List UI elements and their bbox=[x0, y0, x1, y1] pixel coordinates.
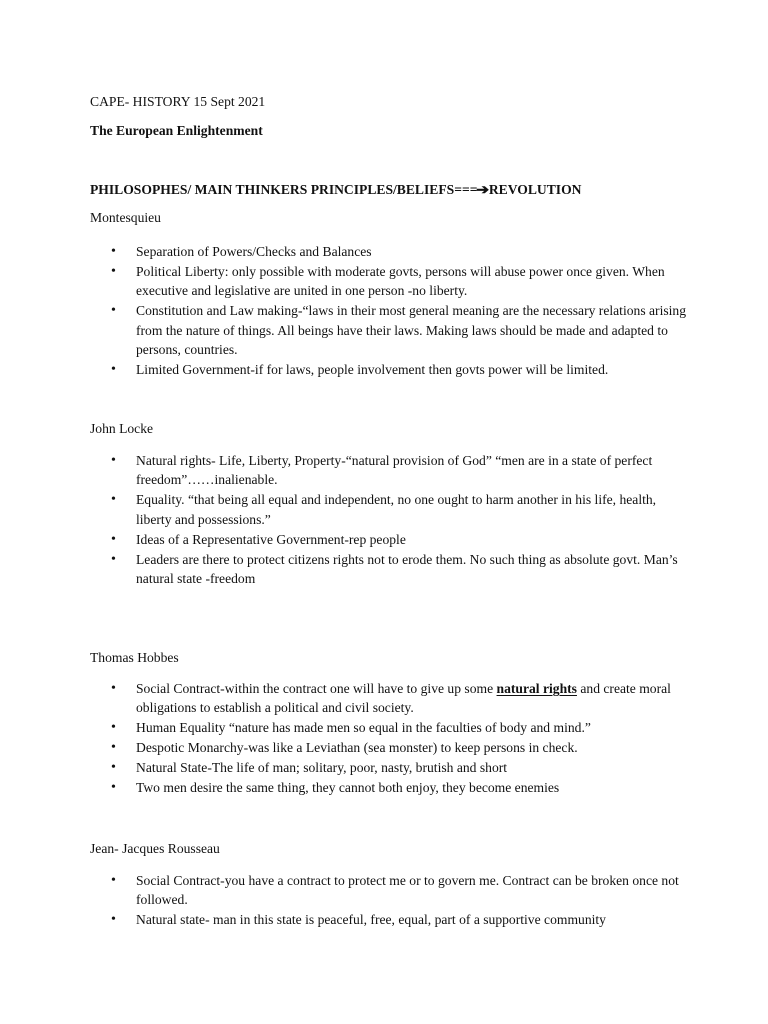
list-item: • Natural rights- Life, Liberty, Property-“natural provision of God” “men are in a state of perfect freedom”……inalienable. bbox=[90, 451, 690, 490]
hobbes-point-1-end: and create moral obligations to establish a political and civil society. bbox=[136, 681, 671, 716]
thinker-name-hobbes: Thomas Hobbes bbox=[90, 650, 179, 665]
locke-points bbox=[90, 451, 690, 589]
rousseau-points bbox=[90, 871, 690, 930]
montesquieu-points bbox=[90, 242, 690, 380]
list-item: • Leaders are there to protect citizens rights not to erode them. No such thing as absolute govt. Man’s natural state -freedom bbox=[90, 550, 690, 589]
list-item: • Separation of Powers/Checks and Balances bbox=[90, 242, 690, 261]
hobbes-points bbox=[90, 679, 690, 798]
arrow-icon: ➔ bbox=[476, 182, 490, 197]
list-item: • Natural state- man in this state is peaceful, free, equal, part of a supportive community bbox=[90, 910, 690, 929]
list-item: • Constitution and Law making-“laws in their most general meaning are the necessary relations arising from the nature of things. All beings have their laws. Making laws should be made and adapted to persons, countries. bbox=[90, 301, 690, 359]
section-heading bbox=[90, 181, 582, 199]
document-title: The European Enlightenment bbox=[90, 123, 263, 138]
section-heading-right: REVOLUTION bbox=[488, 182, 582, 197]
list-item: • Two men desire the same thing, they cannot both enjoy, they become enemies bbox=[90, 778, 690, 797]
list-item: • Equality. “that being all equal and independent, no one ought to harm another in his life, health, liberty and possessions.” bbox=[90, 490, 690, 529]
course-date-line: CAPE- HISTORY 15 Sept 2021 bbox=[90, 94, 266, 109]
section-heading-left: PHILOSOPHES/ MAIN THINKERS PRINCIPLES/BELIEFS=== bbox=[90, 182, 478, 197]
hobbes-point-1-start: Social Contract-within the contract one will have to give up some bbox=[136, 681, 497, 696]
thinker-name-rousseau: Jean- Jacques Rousseau bbox=[90, 841, 220, 856]
list-item: • Natural State-The life of man; solitary, poor, nasty, brutish and short bbox=[90, 758, 690, 777]
thinker-name-montesquieu: Montesquieu bbox=[90, 210, 161, 225]
thinker-name-locke: John Locke bbox=[90, 421, 154, 436]
list-item: • Human Equality “nature has made men so equal in the faculties of body and mind.” bbox=[90, 718, 690, 737]
list-item: • Limited Government-if for laws, people involvement then govts power will be limited. bbox=[90, 360, 690, 379]
natural-rights-emphasis: natural rights bbox=[496, 681, 577, 696]
list-item: • Despotic Monarchy-was like a Leviathan (sea monster) to keep persons in check. bbox=[90, 738, 690, 757]
list-item bbox=[90, 679, 690, 718]
list-item: • Political Liberty: only possible with moderate govts, persons will abuse power once given. When executive and legislative are united in one person -no liberty. bbox=[90, 262, 690, 301]
list-item: • Social Contract-you have a contract to protect me or to govern me. Contract can be broken once not followed. bbox=[90, 871, 690, 910]
list-item: • Ideas of a Representative Government-rep people bbox=[90, 530, 690, 549]
